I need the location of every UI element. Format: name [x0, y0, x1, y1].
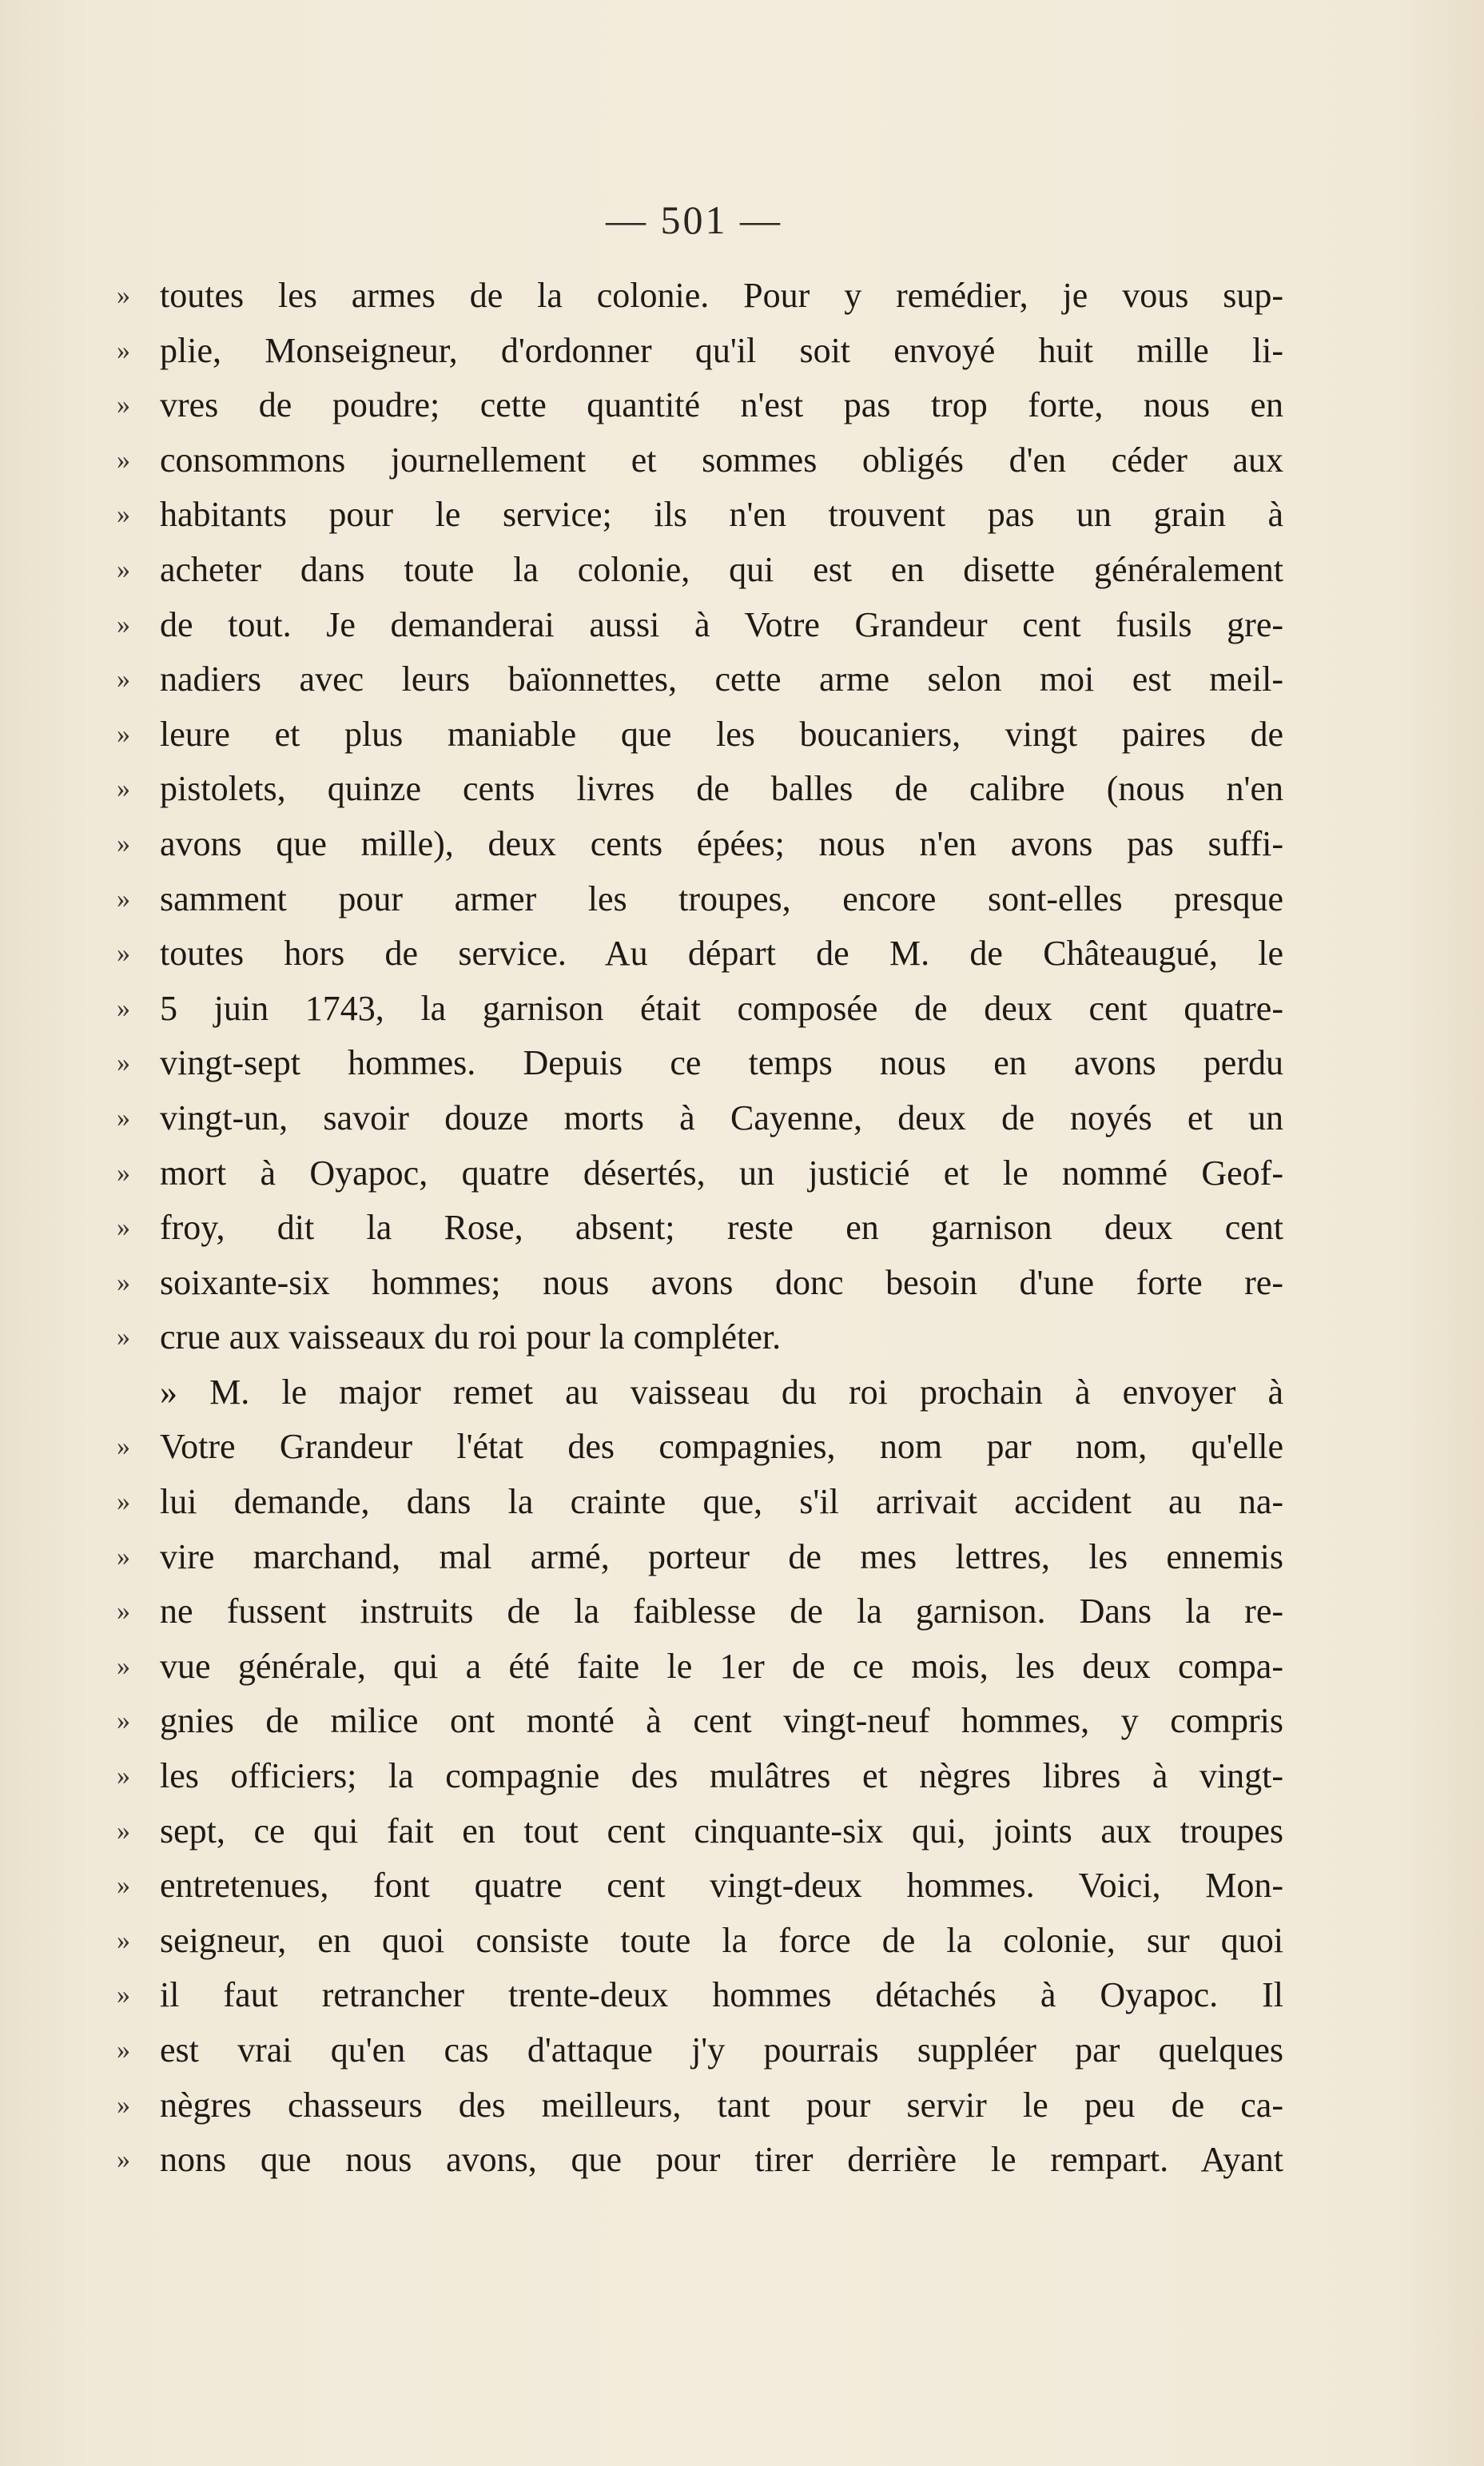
line-text: lui demande, dans la crainte que, s'il arrivait accident au na- — [160, 1482, 1283, 1522]
line-text: Votre Grandeur l'état des compagnies, nom par nom, qu'elle — [160, 1427, 1283, 1467]
line-text: » M. le major remet au vaisseau du roi prochain à envoyer à — [160, 1372, 1283, 1412]
quote-mark: » — [117, 883, 130, 914]
text-line — [117, 1584, 1283, 1639]
text-line — [117, 1639, 1283, 1695]
text-line — [117, 926, 1283, 982]
text-line — [117, 1694, 1283, 1749]
text-line — [117, 872, 1283, 927]
line-text: soixante-six hommes; nous avons donc besoin d'une forte re- — [160, 1262, 1283, 1302]
line-text: habitants pour le service; ils n'en trouvent pas un grain à — [160, 495, 1283, 535]
text-line — [117, 433, 1283, 488]
quote-mark: » — [117, 1596, 130, 1627]
line-text: crue aux vaisseaux du roi pour la compléter. — [160, 1317, 782, 1357]
text-line — [117, 1256, 1283, 1311]
text-line — [117, 1201, 1283, 1256]
line-text: vue générale, qui a été faite le 1er de ce mois, les deux compa- — [160, 1646, 1283, 1686]
quote-mark: » — [117, 2035, 130, 2065]
line-text: plie, Monseigneur, d'ordonner qu'il soit envoyé huit mille li- — [160, 330, 1283, 370]
quote-mark: » — [117, 1815, 130, 1846]
line-text: leure et plus maniable que les boucaniers, vingt paires de — [160, 714, 1283, 754]
line-text: froy, dit la Rose, absent; reste en garnison deux cent — [160, 1208, 1283, 1248]
text-line — [117, 1804, 1283, 1859]
line-text: samment pour armer les troupes, encore sont-elles presque — [160, 878, 1283, 918]
line-text: nègres chasseurs des meilleurs, tant pour servir le peu de ca- — [160, 2085, 1283, 2125]
quote-mark: » — [117, 1980, 130, 2010]
line-text: seigneur, en quoi consiste toute la force de la colonie, sur quoi — [160, 1920, 1283, 1960]
text-line — [117, 817, 1283, 872]
quote-mark: » — [117, 1706, 130, 1736]
quote-mark: » — [117, 500, 130, 530]
quote-mark: » — [117, 1267, 130, 1297]
quote-mark: » — [117, 335, 130, 365]
text-line — [117, 488, 1283, 543]
text-line — [117, 1420, 1283, 1475]
line-text: les officiers; la compagnie des mulâtres et nègres libres à vingt- — [160, 1756, 1283, 1796]
line-text: acheter dans toute la colonie, qui est en disette généralement — [160, 549, 1283, 589]
quote-mark: » — [117, 1870, 130, 1901]
text-line — [117, 378, 1283, 433]
line-text: vingt-un, savoir douze morts à Cayenne, deux de noyés et un — [160, 1098, 1283, 1137]
line-text: mort à Oyapoc, quatre désertés, un justicié et le nommé Geof- — [160, 1153, 1283, 1193]
quote-mark: » — [117, 554, 130, 584]
quote-mark: » — [117, 1925, 130, 1955]
quote-mark: » — [117, 1102, 130, 1133]
text-line — [117, 1858, 1283, 1914]
text-body — [117, 269, 1283, 2188]
line-text: de tout. Je demanderai aussi à Votre Grandeur cent fusils gre- — [160, 604, 1283, 644]
text-line — [117, 1914, 1283, 1969]
quote-mark: » — [117, 444, 130, 475]
line-text: entretenues, font quatre cent vingt-deux hommes. Voici, Mon- — [160, 1866, 1283, 1906]
text-line — [117, 1146, 1283, 1201]
text-line — [117, 1036, 1283, 1091]
line-text: toutes les armes de la colonie. Pour y remédier, je vous sup- — [160, 276, 1283, 315]
text-line — [117, 652, 1283, 707]
text-line — [117, 2023, 1283, 2078]
quote-mark: » — [117, 1432, 130, 1462]
line-text: 5 juin 1743, la garnison était composée de deux cent quatre- — [160, 988, 1283, 1028]
text-line — [117, 707, 1283, 763]
page-number: — 501 — — [606, 197, 782, 242]
line-text: gnies de milice ont monté à cent vingt-neuf hommes, y compris — [160, 1701, 1283, 1741]
text-line — [117, 1475, 1283, 1530]
quote-mark: » — [117, 828, 130, 859]
text-line — [117, 1968, 1283, 2023]
text-line — [117, 1091, 1283, 1146]
quote-mark: » — [117, 390, 130, 420]
quote-mark: » — [117, 1761, 130, 1791]
text-line — [117, 2078, 1283, 2133]
text-line — [117, 2133, 1283, 2188]
line-text: avons que mille), deux cents épées; nous n'en avons pas suffi- — [160, 823, 1283, 863]
line-text: nadiers avec leurs baïonnettes, cette arme selon moi est meil- — [160, 659, 1283, 699]
quote-mark: » — [117, 1487, 130, 1517]
text-line — [117, 1310, 1283, 1365]
quote-mark: » — [117, 938, 130, 969]
line-text: nons que nous avons, que pour tirer derrière le rempart. Ayant — [160, 2140, 1283, 2180]
quote-mark: » — [117, 281, 130, 310]
quote-mark: » — [117, 1157, 130, 1188]
line-text: il faut retrancher trente-deux hommes détachés à Oyapoc. Il — [160, 1975, 1283, 2015]
text-line — [117, 762, 1283, 817]
quote-mark: » — [117, 993, 130, 1023]
line-text: toutes hors de service. Au départ de M. de Châteaugué, le — [160, 934, 1283, 974]
line-text: pistolets, quinze cents livres de balles de calibre (nous n'en — [160, 769, 1283, 809]
quote-mark: » — [117, 719, 130, 749]
quote-mark: » — [117, 664, 130, 695]
text-line — [117, 1749, 1283, 1804]
quote-mark: » — [117, 609, 130, 639]
quote-mark: » — [117, 1541, 130, 1572]
quote-mark: » — [117, 1322, 130, 1353]
line-text: vres de poudre; cette quantité n'est pas trop forte, nous en — [160, 385, 1283, 425]
line-text: vingt-sept hommes. Depuis ce temps nous en avons perdu — [160, 1043, 1283, 1083]
text-line — [117, 324, 1283, 379]
line-text: sept, ce qui fait en tout cent cinquante-six qui, joints aux troupes — [160, 1811, 1283, 1850]
line-text: est vrai qu'en cas d'attaque j'y pourrais suppléer par quelques — [160, 2030, 1283, 2070]
quote-mark: » — [117, 1048, 130, 1078]
line-text: consommons journellement et sommes obligés d'en céder aux — [160, 440, 1283, 480]
line-text: vire marchand, mal armé, porteur de mes lettres, les ennemis — [160, 1536, 1283, 1576]
text-line — [117, 269, 1283, 324]
quote-mark: » — [117, 2145, 130, 2175]
text-line — [117, 543, 1283, 598]
quote-mark: » — [117, 1213, 130, 1243]
quote-mark: » — [117, 774, 130, 804]
text-line — [117, 598, 1283, 653]
line-text: ne fussent instruits de la faiblesse de la garnison. Dans la re- — [160, 1592, 1283, 1631]
text-line — [117, 1530, 1283, 1585]
quote-mark: » — [117, 2090, 130, 2120]
text-line — [117, 982, 1283, 1037]
quote-mark: » — [117, 1651, 130, 1681]
text-line — [117, 1365, 1283, 1420]
